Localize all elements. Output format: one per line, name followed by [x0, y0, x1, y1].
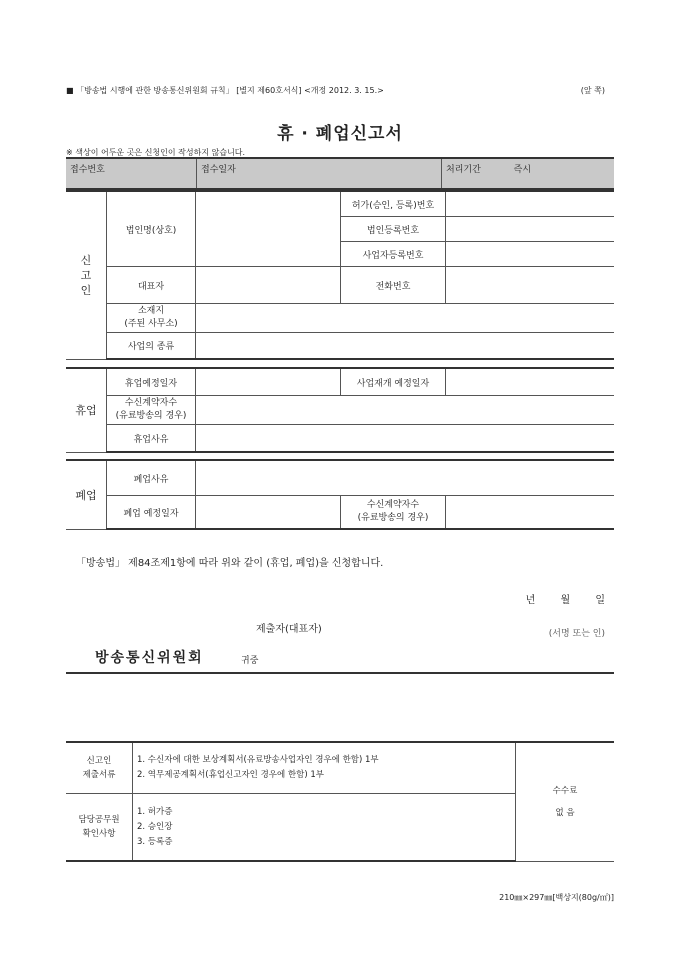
closure-date-field[interactable]: [196, 496, 341, 530]
fee-cell: [516, 742, 615, 861]
phone-label: 전화번호: [341, 267, 446, 304]
declaration-text: 「방송법」 제84조제1항에 따라 위와 같이 (휴업, 폐업)을 신청합니다.: [76, 558, 384, 569]
form-note: ※ 색상이 어두운 곳은 신청인이 작성하지 않습니다.: [66, 148, 246, 157]
receipt-number-cell[interactable]: [66, 158, 197, 189]
verify-items-label: 담당공무원 확인사항: [66, 794, 133, 862]
phone-field[interactable]: [446, 267, 615, 304]
suspension-reason-field[interactable]: [196, 425, 615, 453]
closure-subscribers-field[interactable]: [446, 496, 615, 530]
resume-date-label: 사업재개 예정일자: [341, 368, 446, 396]
signature-label[interactable]: (서명 또는 인): [548, 629, 605, 639]
page-side-note: (앞 쪽): [580, 86, 605, 95]
submit-docs-label: 신고인 제출서류: [66, 742, 133, 794]
submit-doc-item: 1. 수신자에 대한 보상계획서(유료방송사업자인 경우에 한함) 1부: [137, 755, 379, 765]
closure-reason-label: 폐업사유: [107, 460, 196, 496]
applicant-section-label: 신 고 인: [66, 191, 107, 359]
law-reference: ■ 「방송법 시행에 관한 방송통신위원회 규칙」 [별지 제60호서식] <개정 2012. 3. 15.>: [66, 86, 384, 95]
verify-item: 1. 허가증: [137, 806, 173, 817]
attachments-table: [66, 741, 614, 862]
processing-period-cell: [442, 158, 615, 189]
paper-spec: 210㎜×297㎜[백상지(80g/㎡)]: [499, 893, 614, 902]
biz-type-label: 사업의 종류: [107, 333, 196, 360]
closure-reason-field[interactable]: [196, 460, 615, 496]
fee-label: 수수료: [552, 785, 578, 796]
suspension-section-label: 휴업: [66, 368, 107, 452]
corp-reg-number-field[interactable]: [446, 217, 615, 242]
recipient-org: 방송통신위원회: [95, 650, 204, 666]
resume-date-field[interactable]: [446, 368, 615, 396]
suspension-date-field[interactable]: [196, 368, 341, 396]
address-label: 소재지 (주된 사무소): [107, 304, 196, 333]
form-title: 휴 · 폐업신고서: [277, 124, 403, 144]
recipient-suffix: 귀중: [241, 656, 259, 666]
suspension-date-label: 휴업예정일자: [107, 368, 196, 396]
submit-doc-item: 2. 역무제공계획서(휴업신고자인 경우에 한함) 1부: [137, 770, 324, 780]
receipt-date-cell[interactable]: [197, 158, 442, 189]
submit-docs-list: [133, 742, 516, 794]
closure-section-label: 폐업: [66, 460, 107, 529]
processing-period-label: 처리기간: [446, 165, 481, 175]
license-number-label: 허가(승인, 등록)번호: [341, 191, 446, 217]
suspension-section: [66, 367, 614, 453]
suspension-reason-label: 휴업사유: [107, 425, 196, 453]
verify-item: 2. 승인장: [137, 821, 173, 832]
address-field[interactable]: [196, 304, 615, 333]
receipt-table: [66, 157, 614, 190]
receipt-number-label: 접수번호: [70, 165, 105, 175]
biz-reg-number-field[interactable]: [446, 242, 615, 267]
verify-items-list: [133, 794, 516, 862]
processing-period-value: 즉시: [513, 165, 532, 175]
closure-section: [66, 459, 614, 530]
suspension-subscribers-field[interactable]: [196, 396, 615, 425]
corp-name-field[interactable]: [196, 191, 341, 267]
representative-label: 대표자: [107, 267, 196, 304]
receipt-date-label: 접수일자: [201, 165, 236, 175]
verify-item: 3. 등록증: [137, 836, 173, 847]
representative-field[interactable]: [196, 267, 341, 304]
section-divider: [66, 672, 614, 674]
biz-type-field[interactable]: [196, 333, 615, 360]
submitter-label: 제출자(대표자): [256, 624, 322, 635]
corp-reg-number-label: 법인등록번호: [341, 217, 446, 242]
applicant-section: [66, 190, 614, 360]
fee-value: 없 음: [555, 807, 575, 818]
biz-reg-number-label: 사업자등록번호: [341, 242, 446, 267]
closure-subscribers-label: 수신계약자수 (유료방송의 경우): [341, 496, 446, 530]
closure-date-label: 폐업 예정일자: [107, 496, 196, 530]
corp-name-label: 법인명(상호): [107, 191, 196, 267]
suspension-subscribers-label: 수신계약자수 (유료방송의 경우): [107, 396, 196, 425]
date-line[interactable]: 년 월 일: [525, 595, 605, 606]
license-number-field[interactable]: [446, 191, 615, 217]
